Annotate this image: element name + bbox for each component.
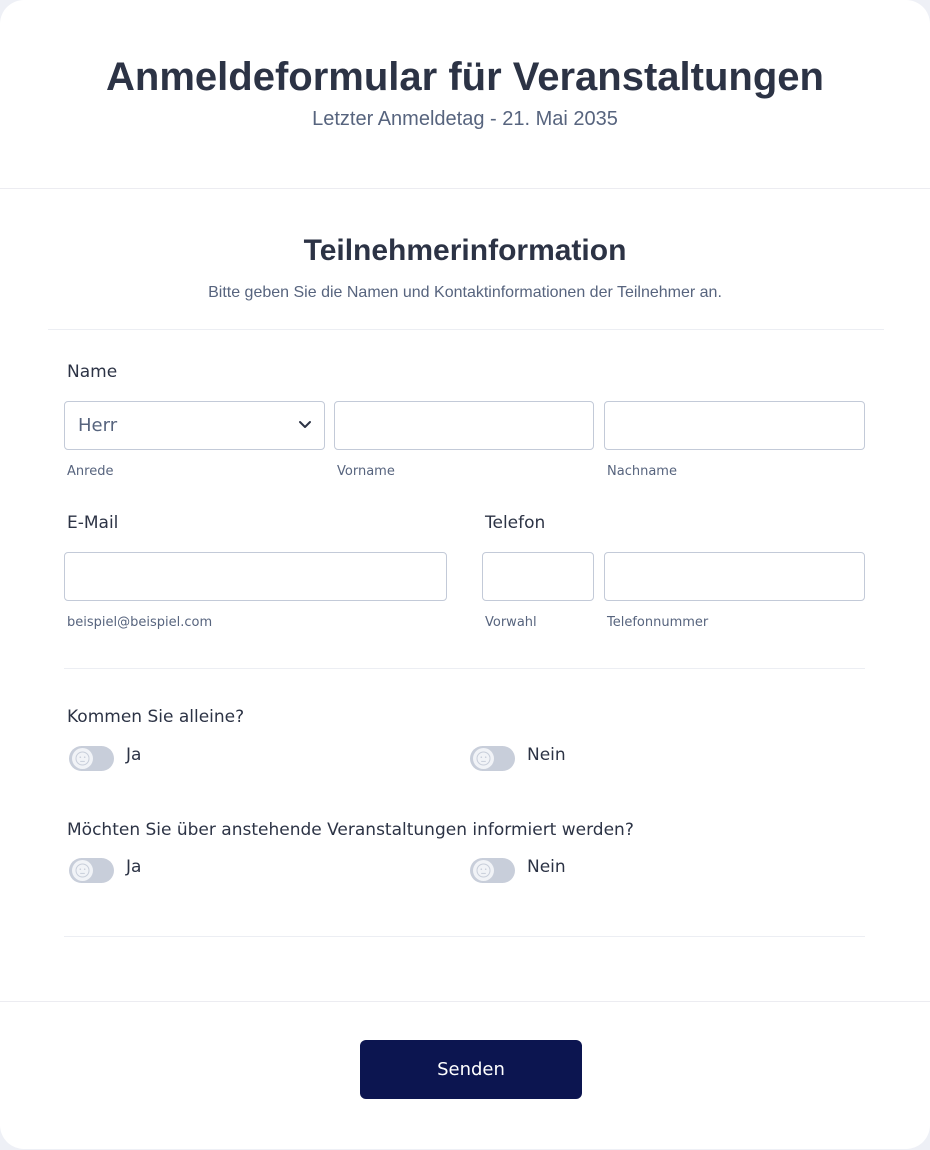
section-divider [48,329,884,330]
phone-label: Telefon [485,513,546,533]
submit-button[interactable]: Senden [360,1040,582,1099]
phone-number-sublabel: Telefonnummer [607,615,709,630]
form-title: Anmeldeformular für Veranstaltungen [106,55,824,99]
toggle-switch[interactable] [69,858,114,883]
question-alone-option-yes[interactable] [69,744,189,774]
option-label: Nein [527,745,566,765]
email-sublabel: beispiel@beispiel.com [67,615,213,630]
neutral-face-icon [72,860,93,881]
last-name-sublabel: Nachname [607,464,677,479]
form-subtitle: Letzter Anmeldetag - 21. Mai 2035 [312,108,618,130]
option-label: Ja [126,745,142,765]
salutation-value: Herr [78,415,118,436]
question-alone-option-no[interactable] [470,744,590,774]
option-label: Ja [126,857,142,877]
email-label: E-Mail [67,513,119,533]
area-code-input[interactable] [482,552,594,601]
neutral-face-icon [72,748,93,769]
neutral-face-icon [473,748,494,769]
first-name-input[interactable] [334,401,594,450]
salutation-sublabel: Anrede [67,464,114,479]
question-alone-label: Kommen Sie alleine? [67,707,245,727]
question-newsletter-option-no[interactable] [470,856,590,886]
toggle-switch[interactable] [470,858,515,883]
contact-divider [64,668,865,669]
email-input[interactable] [64,552,447,601]
question-newsletter-label: Möchten Sie über anstehende Veranstaltungen informiert werden? [67,820,634,840]
section-description: Bitte geben Sie die Namen und Kontaktinformationen der Teilnehmer an. [208,284,722,301]
area-code-sublabel: Vorwahl [485,615,537,630]
toggle-switch[interactable] [69,746,114,771]
option-label: Nein [527,857,566,877]
toggle-switch[interactable] [470,746,515,771]
name-label: Name [67,362,118,382]
neutral-face-icon [473,860,494,881]
chevron-down-icon [298,420,312,430]
section-title: Teilnehmerinformation [303,234,627,267]
salutation-select[interactable] [64,401,325,450]
questions-divider [64,936,865,937]
last-name-input[interactable] [604,401,865,450]
question-newsletter-option-yes[interactable] [69,856,189,886]
first-name-sublabel: Vorname [337,464,395,479]
phone-number-input[interactable] [604,552,865,601]
